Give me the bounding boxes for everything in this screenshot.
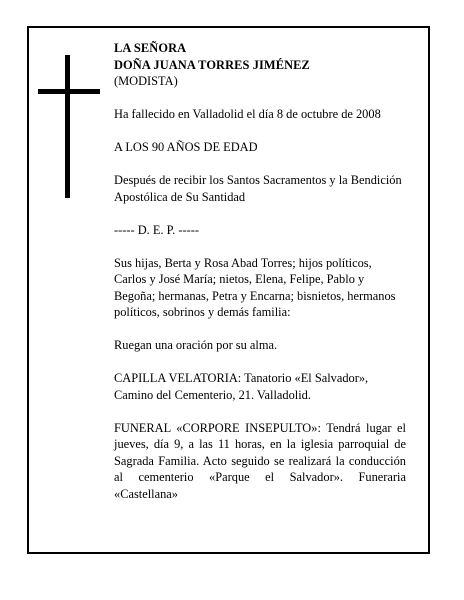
latin-cross-icon xyxy=(38,55,100,198)
obituary-content xyxy=(114,40,406,502)
death-statement: Ha fallecido en Valladolid el día 8 de octubre de 2008 xyxy=(114,107,381,121)
funeral-info: FUNERAL «CORPORE INSEPULTO»: Tendrá lugar el jueves, día 9, a las 11 horas, en la iglesia parroquial de Sagrada Familia. Acto seguido se realizará la conducción al cementerio «Parque el Salvador». Funeraria «Castellana» xyxy=(114,420,406,501)
cross-vertical-bar xyxy=(65,55,70,198)
sacraments-statement: Después de recibir los Santos Sacramentos y la Bendición Apostólica de Su Santidad xyxy=(114,173,402,204)
deceased-name: DOÑA JUANA TORRES JIMÉNEZ xyxy=(114,57,310,72)
age-statement: A LOS 90 AÑOS DE EDAD xyxy=(114,140,258,154)
deceased-occupation: (MODISTA) xyxy=(114,74,178,88)
chapel-info: CAPILLA VELATORIA: Tanatorio «El Salvador», Camino del Cementerio, 21. Valladolid. xyxy=(114,371,369,402)
title-line-1: LA SEÑORA xyxy=(114,41,187,55)
prayer-request: Ruegan una oración por su alma. xyxy=(114,338,278,352)
rip-line: ----- D. E. P. ----- xyxy=(114,222,199,237)
family-list: Sus hijas, Berta y Rosa Abad Torres; hijos políticos, Carlos y José María; nietos, Elena, Felipe, Pablo y Begoña; hermanas, Petra y Encarna; bisnietos, hermanos políticos, sobrinos y demás familia: xyxy=(114,255,396,319)
cross-horizontal-bar xyxy=(38,89,100,94)
